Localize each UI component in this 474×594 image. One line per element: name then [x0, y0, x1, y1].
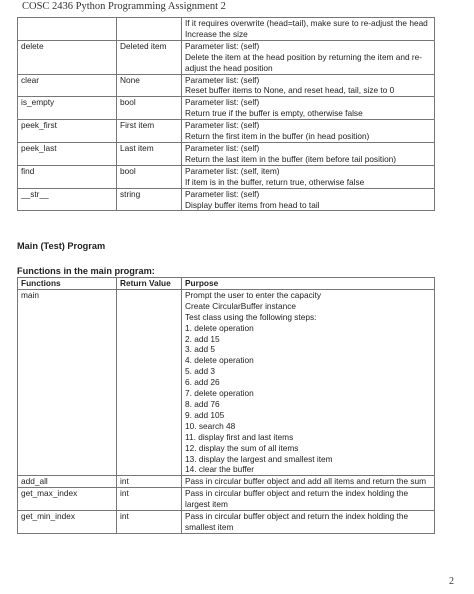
function-name-cell: peek_last: [18, 142, 117, 165]
purpose-line: Return true if the buffer is empty, otherwise false: [185, 108, 363, 119]
function-name-cell: __str__: [18, 188, 117, 211]
function-name-cell: peek_first: [18, 120, 117, 143]
function-name-cell: find: [18, 165, 117, 188]
function-name-cell: get_min_index: [18, 511, 117, 534]
purpose-line: 1. delete operation: [185, 322, 254, 333]
return-value-cell: int: [117, 488, 182, 511]
return-value-cell: [117, 289, 182, 475]
purpose-line: 4. delete operation: [185, 355, 254, 366]
table-row: [18, 289, 435, 475]
table-row: [18, 188, 435, 211]
table-row: [18, 511, 435, 534]
return-value-cell: int: [117, 476, 182, 488]
column-header-return-value: Return Value: [117, 278, 182, 290]
function-name-cell: delete: [18, 40, 117, 74]
purpose-line: 5. add 3: [185, 366, 215, 377]
page-number: 2: [449, 576, 454, 587]
column-header-purpose: Purpose: [182, 278, 435, 290]
purpose-line: Return the first item in the buffer (in head position): [185, 131, 370, 142]
purpose-line: Parameter list: (self): [185, 97, 260, 108]
purpose-line: Parameter list: (self, item): [185, 165, 280, 176]
purpose-cell: [182, 476, 435, 488]
purpose-line: 9. add 105: [185, 409, 225, 420]
function-name-cell: main: [18, 289, 117, 475]
purpose-line: Test class using the following steps:: [185, 311, 317, 322]
column-header-functions: Functions: [18, 278, 117, 290]
purpose-cell: [182, 120, 435, 143]
return-value-cell: string: [117, 188, 182, 211]
main-functions-subheading: Functions in the main program:: [17, 266, 155, 276]
purpose-line: Parameter list: (self): [185, 188, 260, 199]
purpose-line: 12. display the sum of all items: [185, 442, 299, 453]
purpose-line: 7. delete operation: [185, 388, 254, 399]
purpose-cell: [182, 97, 435, 120]
purpose-line: Prompt the user to enter the capacity: [185, 289, 322, 300]
table-row: [18, 18, 435, 41]
purpose-cell: [182, 188, 435, 211]
table-row: [18, 488, 435, 511]
return-value-cell: Last item: [117, 142, 182, 165]
purpose-line: Display buffer items from head to tail: [185, 199, 320, 210]
purpose-cell: [182, 289, 435, 475]
purpose-line: 13. display the largest and smallest item: [185, 453, 333, 464]
return-value-cell: First item: [117, 120, 182, 143]
table-row: [18, 165, 435, 188]
main-program-heading: Main (Test) Program: [17, 241, 106, 251]
purpose-line: Parameter list: (self): [185, 120, 260, 131]
purpose-cell: [182, 18, 435, 41]
return-value-cell: Deleted item: [117, 40, 182, 74]
purpose-line: Reset buffer items to None, and reset head, tail, size to 0: [185, 85, 395, 96]
table-row: [18, 97, 435, 120]
purpose-line: 6. add 26: [185, 377, 220, 388]
purpose-line: Pass in circular buffer object and add all items and return the sum: [185, 476, 427, 487]
purpose-line: 3. add 5: [185, 344, 215, 355]
purpose-line: Pass in circular buffer object and return the index holding the largest item: [185, 488, 409, 510]
purpose-line: Increase the size: [185, 28, 248, 39]
return-value-cell: bool: [117, 165, 182, 188]
purpose-line: Parameter list: (self): [185, 74, 260, 85]
function-name-cell: get_max_index: [18, 488, 117, 511]
table-row: [18, 74, 435, 97]
purpose-line: Delete the item at the head position by returning the item and re-adjust the head position: [185, 51, 423, 73]
return-value-cell: int: [117, 511, 182, 534]
purpose-line: Create CircularBuffer instance: [185, 300, 296, 311]
purpose-cell: [182, 165, 435, 188]
purpose-line: 10. search 48: [185, 420, 236, 431]
purpose-cell: [182, 40, 435, 74]
table-row: [18, 40, 435, 74]
purpose-line: 8. add 76: [185, 398, 220, 409]
main-functions-table: [17, 277, 435, 534]
purpose-cell: [182, 74, 435, 97]
function-name-cell: add_all: [18, 476, 117, 488]
purpose-line: 11. display first and last items: [185, 431, 294, 442]
purpose-cell: [182, 142, 435, 165]
main-table-header-row: [18, 278, 435, 290]
purpose-cell: [182, 488, 435, 511]
return-value-cell: bool: [117, 97, 182, 120]
purpose-line: Parameter list: (self): [185, 40, 260, 51]
table-row: [18, 476, 435, 488]
return-value-cell: [117, 18, 182, 41]
purpose-line: If item is in the buffer, return true, otherwise false: [185, 176, 365, 187]
purpose-line: 14. clear the buffer: [185, 464, 255, 475]
return-value-cell: None: [117, 74, 182, 97]
purpose-line: If it requires overwrite (head=tail), make sure to re-adjust the head: [185, 18, 428, 28]
table-row: [18, 142, 435, 165]
purpose-line: Pass in circular buffer object and return the index holding the smallest item: [185, 511, 409, 532]
methods-table: [17, 17, 435, 211]
function-name-cell: clear: [18, 74, 117, 97]
document-header-title: COSC 2436 Python Programming Assignment 2: [22, 1, 226, 12]
function-name-cell: is_empty: [18, 97, 117, 120]
purpose-line: Parameter list: (self): [185, 142, 260, 153]
function-name-cell: [18, 18, 117, 41]
table-row: [18, 120, 435, 143]
purpose-line: 2. add 15: [185, 333, 220, 344]
purpose-line: Return the last item in the buffer (item before tail position): [185, 153, 397, 164]
purpose-cell: [182, 511, 435, 534]
